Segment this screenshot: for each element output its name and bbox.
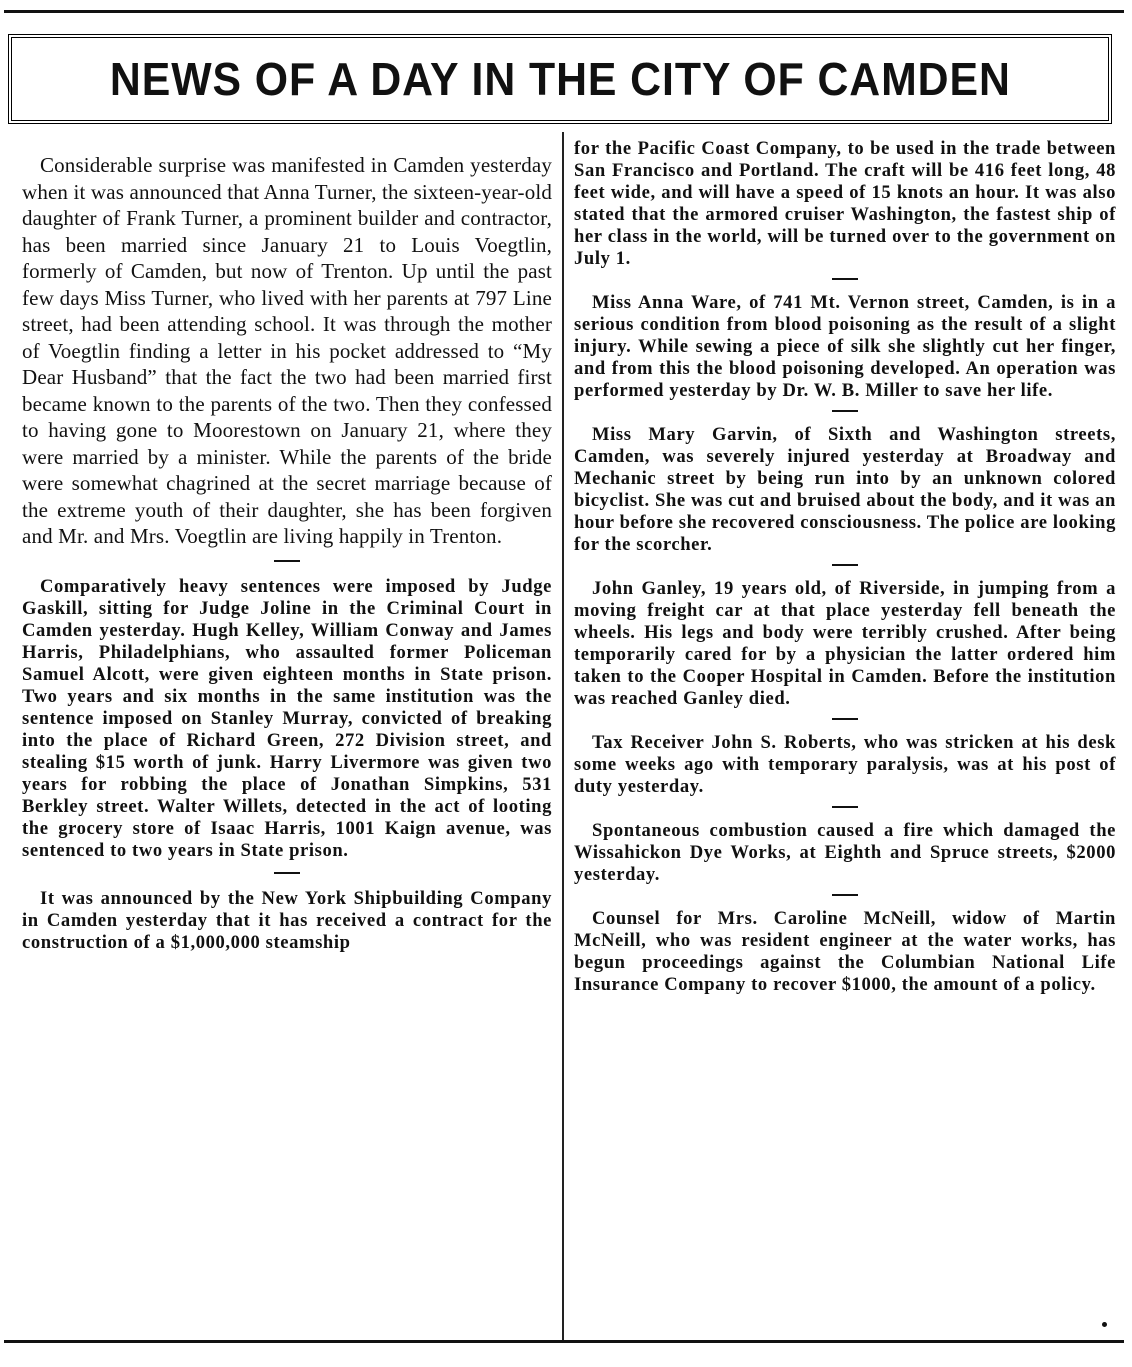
article-separator xyxy=(274,872,300,874)
article-roberts: Tax Receiver John S. Roberts, who was stricken at his desk some weeks ago with temporary paralysis, was at his post of duty yesterday. xyxy=(574,732,1116,797)
headline: NEWS OF A DAY IN THE CITY OF CAMDEN xyxy=(109,53,1011,105)
article-separator xyxy=(832,806,858,808)
article-sentences: Comparatively heavy sentences were imposed by Judge Gaskill, sitting for Judge Joline in the Criminal Court in Camden yesterday. Hugh Kelley, William Conway and James Harris, Philadelphians, who assaulted former Policeman Samuel Alcott, were given eighteen months in State prison. Two years and six months in the same institution was the sentence imposed on Stanley Murray, convicted of breaking into the place of Richard Green, 272 Division street, and stealing $15 worth of junk. Harry Livermore was given two years for robbing the place of Jonathan Simpkins, 531 Berkley street. Walter Willets, detected in the act of looting the grocery store of Isaac Harris, 1001 Kaign avenue, was sentenced to two years in State prison. xyxy=(22,575,552,861)
article-separator xyxy=(274,560,300,562)
article-shipbuilding: It was announced by the New York Shipbuilding Company in Camden yesterday that it has received a contract for the construction of a $1,000,000 steamship xyxy=(22,887,552,953)
left-column xyxy=(22,152,552,962)
article-separator xyxy=(832,718,858,720)
article-ganley: John Ganley, 19 years old, of Riverside, in jumping from a moving freight car at that place yesterday fell beneath the wheels. His legs and body were terribly crushed. After being temporarily cared for by a physician the latter ordered him taken to the Cooper Hospital in Camden. Before the institution was reached Ganley died. xyxy=(574,578,1116,709)
article-ware: Miss Anna Ware, of 741 Mt. Vernon street, Camden, is in a serious condition from blood poisoning as the result of a slight injury. While sewing a piece of silk she slightly cut her finger, and from this the blood poisoning developed. An operation was performed yesterday by Dr. W. B. Miller to save her life. xyxy=(574,292,1116,401)
article-mcneill: Counsel for Mrs. Caroline McNeill, widow of Martin McNeill, who was resident engineer at the water works, has begun proceedings against the Columbian National Life Insurance Company to recover $1000, the amount of a policy. xyxy=(574,908,1116,995)
article-separator xyxy=(832,410,858,412)
article-separator xyxy=(832,278,858,280)
right-column xyxy=(574,138,1116,1004)
article-separator xyxy=(832,564,858,566)
bottom-rule xyxy=(4,1340,1124,1343)
column-divider xyxy=(562,132,564,1342)
article-shipbuilding-continued: for the Pacific Coast Company, to be used in the trade between San Francisco and Portland. The craft will be 416 feet long, 48 feet wide, and will have a speed of 15 knots an hour. It was also stated that the armored cruiser Washington, the fastest ship of her class in the world, will be turned over to the government on July 1. xyxy=(574,138,1116,269)
end-mark-icon xyxy=(1102,1322,1107,1327)
article-marriage: Considerable surprise was manifested in Camden yesterday when it was announced that Anna Turner, the sixteen-year-old daughter of Frank Turner, a prominent builder and contractor, has been married since January 21 to Louis Voegtlin, formerly of Camden, but now of Trenton. Up until the past few days Miss Turner, who lived with her parents at 797 Line street, had been attending school. It was through the mother of Voegtlin finding a letter in his pocket addressed to “My Dear Husband” that the fact the two had been married first became known to the parents of the two. Then they confessed to having gone to Moorestown on January 21, where they were married by a minister. While the parents of the bride were somewhat chagrined at the secret marriage because of the extreme youth of their daughter, she has been forgiven and Mr. and Mrs. Voegtlin are living happily in Trenton. xyxy=(22,153,552,548)
article-separator xyxy=(832,894,858,896)
article-fire: Spontaneous combustion caused a fire which damaged the Wissahickon Dye Works, at Eighth and Spruce streets, $2000 yesterday. xyxy=(574,820,1116,885)
headline-box xyxy=(8,34,1112,124)
article-garvin: Miss Mary Garvin, of Sixth and Washington streets, Camden, was severely injured yesterday at Broadway and Mechanic street by being run into by an unknown colored bicyclist. She was cut and bruised about the body, and it was an hour before she recovered consciousness. The police are looking for the scorcher. xyxy=(574,424,1116,555)
top-rule xyxy=(4,10,1124,13)
